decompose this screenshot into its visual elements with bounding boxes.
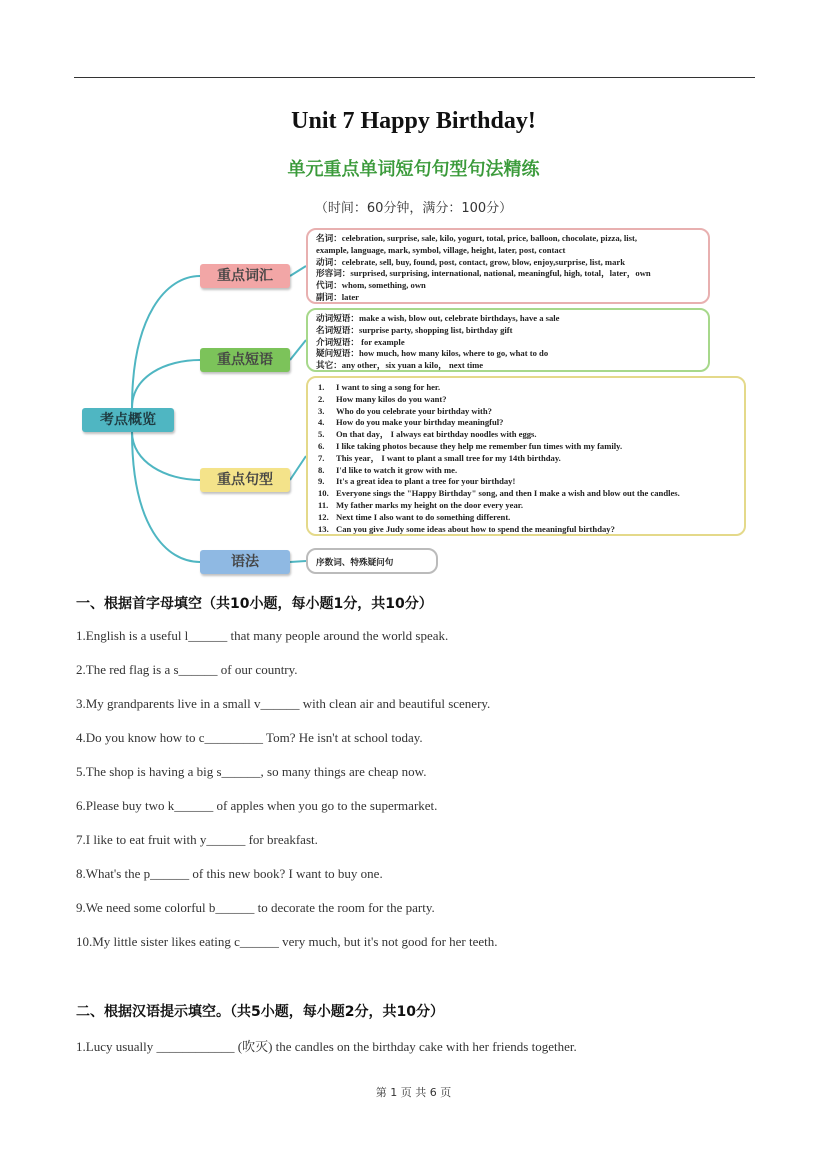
connector-phrase-box bbox=[290, 340, 306, 360]
sentence-item: 11. My father marks my height on the door every year. bbox=[318, 499, 523, 510]
question-item: 4.Do you know how to c_________ Tom? He isn't at school today. bbox=[76, 730, 423, 745]
question-item: 2.The red flag is a s______ of our country. bbox=[76, 662, 298, 677]
phrase-line: 其它：any other，six yuan a kilo， next time bbox=[316, 360, 484, 371]
phrase-line: 名词短语：surprise party, shopping list, birthday gift bbox=[316, 324, 513, 335]
connector-sentence bbox=[132, 432, 200, 480]
branch-key-vocabulary: 重点词汇 bbox=[200, 264, 290, 288]
sentence-item: 1. I want to sing a song for her. bbox=[318, 382, 441, 392]
grammar-line: 序数词、特殊疑问句 bbox=[316, 557, 394, 567]
sentence-item: 6. I like taking photos because they help me remember fun times with my family. bbox=[318, 440, 623, 451]
section1-heading: 一、根据首字母填空（共10小题，每小题1分，共10分） bbox=[76, 596, 433, 612]
question-item: 3.My grandparents live in a small v______ with clean air and beautiful scenery. bbox=[76, 696, 491, 711]
connector-grammar-box bbox=[290, 561, 306, 562]
sentence-item: 9. It's a great idea to plant a tree for your birthday! bbox=[318, 476, 516, 487]
page-footer: 第 1 页 共 6 页 bbox=[375, 1086, 452, 1099]
mind-map bbox=[76, 226, 752, 582]
vocab-line: 动词：celebrate, sell, buy, found, post, contact, grow, blow, enjoy,surprise, list, mark bbox=[316, 256, 625, 267]
branch-grammar: 语法 bbox=[200, 550, 290, 574]
connector-vocab-box bbox=[290, 266, 306, 276]
vocab-line: example, language, mark, symbol, village, height, later, post, contact bbox=[316, 244, 566, 255]
vocab-line: 代词：whom, something, own bbox=[316, 280, 426, 291]
phrases-box bbox=[306, 308, 710, 372]
branch-key-sentences: 重点句型 bbox=[200, 468, 290, 492]
vocab-line: 形容词：surprised, surprising, international, national, meaningful, high, total，later，own bbox=[316, 268, 651, 279]
connector-sentence-box bbox=[290, 456, 306, 480]
question-item: 1.English is a useful l______ that many people around the world speak. bbox=[76, 628, 449, 643]
question-item: 5.The shop is having a big s______, so many things are cheap now. bbox=[76, 764, 427, 779]
vocabulary-box bbox=[306, 228, 710, 304]
sentence-item: 2. How many kilos do you want? bbox=[318, 393, 447, 404]
sentence-item: 12. Next time I also want to do something different. bbox=[318, 511, 511, 522]
connector-vocab bbox=[132, 276, 200, 408]
sentence-item: 5. On that day， I always eat birthday noodles with eggs. bbox=[318, 429, 537, 440]
sentence-item: 3. Who do you celebrate your birthday with? bbox=[318, 405, 492, 416]
sentence-item: 7. This year， I want to plant a small tree for my 14th birthday. bbox=[318, 452, 561, 463]
page-title: Unit 7 Happy Birthday! bbox=[291, 108, 536, 134]
phrase-line: 介词短语： for example bbox=[316, 336, 405, 347]
branch-key-phrases: 重点短语 bbox=[200, 348, 290, 372]
sentence-item: 4. How do you make your birthday meaningful? bbox=[318, 417, 504, 428]
vocab-line: 副词：later bbox=[316, 291, 359, 302]
page-subtitle: 单元重点单词短句句型句法精练 bbox=[287, 159, 540, 180]
sentence-item: 8. I'd like to watch it grow with me. bbox=[318, 464, 458, 475]
sentences-box bbox=[306, 376, 746, 536]
header-rule bbox=[74, 77, 755, 78]
sentence-item: 10. Everyone sings the "Happy Birthday" song, and then I make a wish and blow out the candles. bbox=[318, 488, 680, 499]
grammar-box bbox=[306, 548, 438, 574]
question-item: 1.Lucy usually ____________ (吹灭) the candles on the birthday cake with her friends together. bbox=[76, 1039, 577, 1054]
phrase-line: 动词短语：make a wish, blow out, celebrate birthdays, have a sale bbox=[316, 313, 560, 323]
question-item: 9.We need some colorful b______ to decorate the room for the party. bbox=[76, 900, 435, 915]
sentence-item: 13. Can you give Judy some ideas about how to spend the meaningful birthday? bbox=[318, 523, 615, 534]
phrase-line: 疑问短语：how much, how many kilos, where to go, what to do bbox=[316, 348, 549, 359]
question-item: 7.I like to eat fruit with y______ for breakfast. bbox=[76, 832, 318, 847]
question-item: 10.My little sister likes eating c______ very much, but it's not good for her teeth. bbox=[76, 934, 498, 949]
connector-grammar bbox=[132, 432, 200, 562]
question-item: 6.Please buy two k______ of apples when you go to the supermarket. bbox=[76, 798, 438, 813]
time-info: （时间：60分钟，满分：100分） bbox=[314, 201, 513, 216]
connector-phrase bbox=[132, 360, 200, 408]
vocab-line: 名词：celebration, surprise, sale, kilo, yogurt, total, price, balloon, chocolate, pizza, list, bbox=[316, 233, 638, 243]
question-item: 8.What's the p______ of this new book? I want to buy one. bbox=[76, 866, 383, 881]
mindmap-root: 考点概览 bbox=[82, 408, 174, 432]
section2-heading: 二、根据汉语提示填空。（共5小题，每小题2分，共10分） bbox=[76, 1004, 444, 1020]
